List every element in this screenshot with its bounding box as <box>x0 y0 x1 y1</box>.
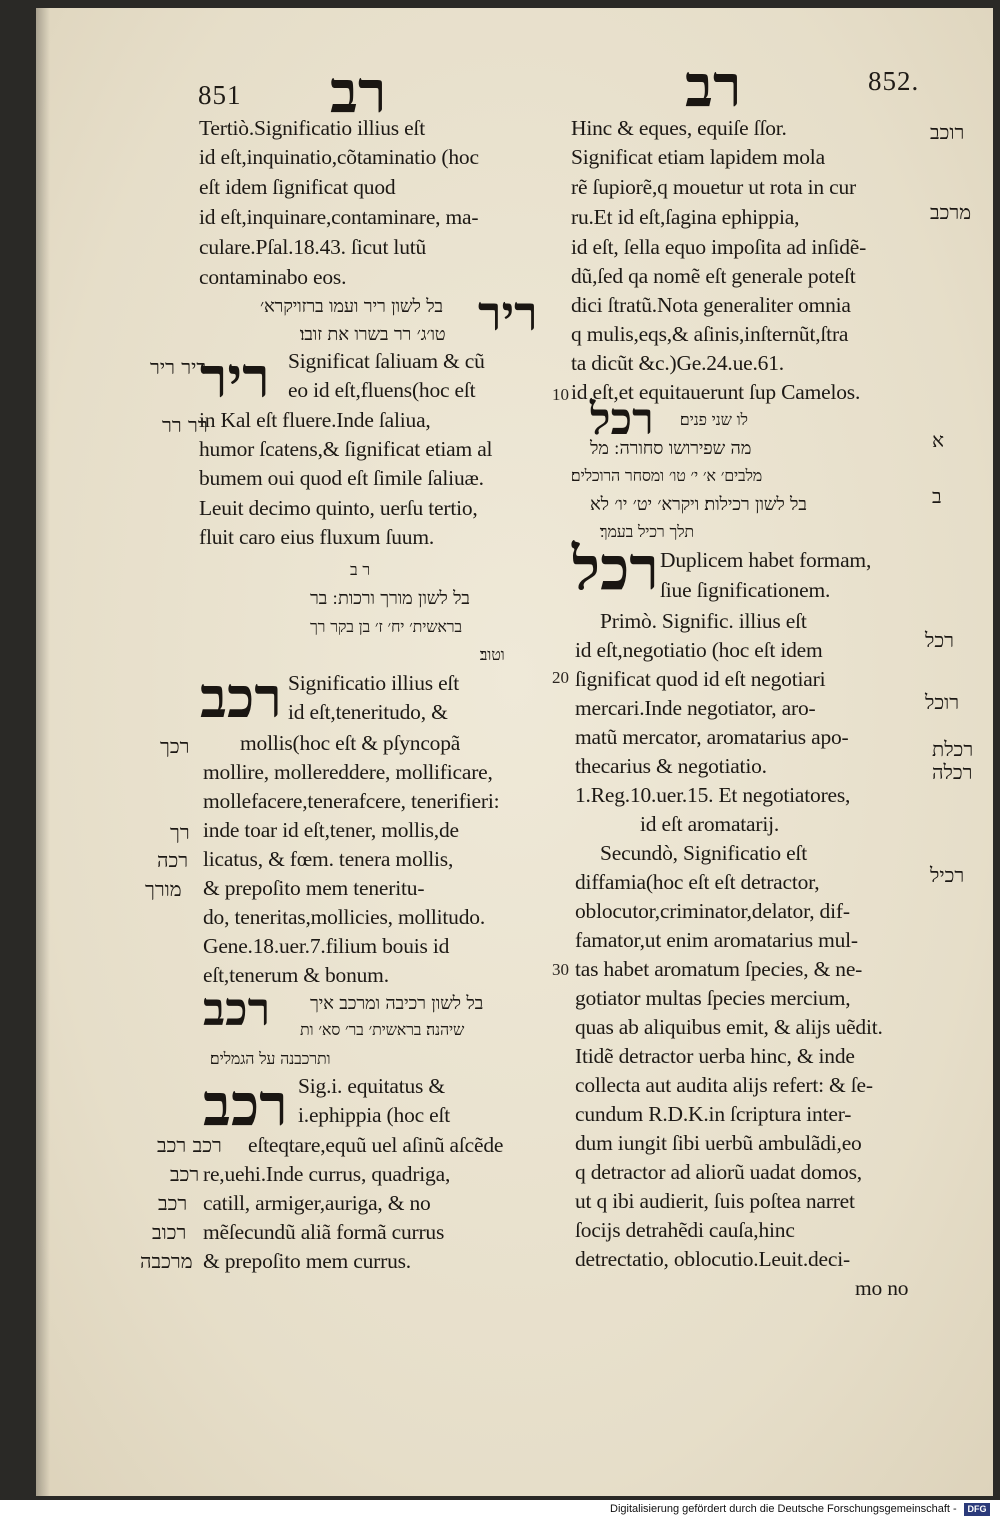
hebrew-definition-line: מה שפירושו סחורה ׃ מל <box>590 438 752 459</box>
hebrew-definition-line: בראשית׳ יח׳ ז׳ בן בקר רך <box>310 617 462 636</box>
margin-note: רך <box>170 820 190 844</box>
left-running-heading: רב <box>330 58 387 126</box>
text-line: Sig.i. equitatus & <box>298 1074 445 1098</box>
text-line: Tertiò.Significatio illius eſt <box>199 116 425 140</box>
text-line: collecta aut audita alijs refert: & ſe- <box>575 1073 873 1097</box>
text-line: id eſt,inquinatio,cõtaminatio (hoc <box>199 145 479 169</box>
text-line: mo no <box>855 1276 909 1300</box>
text-line: Significatio illius eſt <box>288 671 459 695</box>
text-line: Duplicem habet formam, <box>660 548 872 572</box>
text-line: q detractor ad aliorũ uadat domos, <box>575 1160 862 1184</box>
text-line: Significat ſaliuam & cũ <box>288 349 485 373</box>
text-line: famator,ut enim aromatarius mul- <box>575 928 858 952</box>
hebrew-definition-line: טו׳ג׳ רר בשרו את זובו׃ <box>300 324 446 345</box>
text-line: ſignificat quod id eſt negotiari <box>575 667 826 691</box>
margin-note: רכה <box>157 848 189 872</box>
text-line: ſocijs detrahẽdi cauſa,hinc <box>575 1218 795 1242</box>
text-line: eo id eſt,fluens(hoc eſt <box>288 378 476 402</box>
text-line: 1.Reg.10.uer.15. Et negotiatores, <box>575 783 851 807</box>
text-line: ru.Et id eſt,ſagina ephippia, <box>571 205 800 229</box>
text-line: eſteqtare,equũ uel aſinũ aſcẽde <box>248 1133 504 1157</box>
text-line: i.ephippia (hoc eſt <box>298 1103 451 1127</box>
text-line: dum iungit ſibi uerbũ ambulãdi,eo <box>575 1131 862 1155</box>
text-line: id eſt, ſella equo impoſita ad inſidẽ- <box>571 235 867 259</box>
text-line: mollire, mollereddere, mollificare, <box>203 760 493 784</box>
headword-rekhev-small: רכב <box>203 982 271 1036</box>
text-line: Gene.18.uer.7.filium bouis id <box>203 934 450 958</box>
text-line: quas ab aliquibus emit, & alijs uẽdit. <box>575 1015 883 1039</box>
text-line: q mulis,eqs,& aſinis,inſternũt,ſtra <box>571 322 849 346</box>
text-line: humor ſcatens,& ſignificat etiam al <box>199 437 493 461</box>
margin-note: מורך <box>145 877 182 901</box>
hebrew-definition-line: ותרכבנה על הגמלים׃ <box>210 1049 331 1068</box>
margin-note: רר רר <box>162 413 208 437</box>
text-line: ta dicũt &c.)Ge.24.ue.61. <box>571 351 784 375</box>
margin-note: רכלת <box>932 737 974 761</box>
left-page-number: 851 <box>198 80 242 110</box>
text-line: mollis(hoc eſt & pſyncopã <box>240 731 461 755</box>
headword-rakhal: רכל <box>572 534 659 604</box>
text-line: catill, armiger,auriga, & no <box>203 1191 431 1215</box>
margin-note: רכב רכב <box>157 1133 222 1157</box>
margin-note: ב <box>932 484 942 508</box>
text-line: & prepoſito mem currus. <box>203 1249 411 1273</box>
text-line: bumem oui quod eſt ſimile ſaliuæ. <box>199 466 484 490</box>
text-line: fluit caro eius fluxum ſuum. <box>199 525 435 549</box>
text-line: Hinc & eques, equiſe ſſor. <box>571 116 787 140</box>
text-line: Significat etiam lapidem mola <box>571 145 825 169</box>
text-line: id eſt,teneritudo, & <box>288 700 448 724</box>
text-line: re,uehi.Inde currus, quadriga, <box>203 1162 451 1186</box>
hebrew-definition-line: שיהנה׃ בראשית׳ בר׳ סא׳ ות <box>300 1020 465 1039</box>
text-line: gotiator multas ſpecies mercium, <box>575 986 851 1010</box>
headword-rikh: רכב <box>200 665 282 731</box>
hebrew-definition-line: מלבים׳ א׳ י׳ טו׳ ומסחר הרוכלים׃ <box>571 466 763 485</box>
text-line: id eſt,et equitauerunt ſup Camelos. <box>571 380 861 404</box>
text-line: detrectatio, oblocutio.Leuit.deci- <box>575 1247 850 1271</box>
text-line: tas habet aromatum ſpecies, & ne- <box>575 957 863 981</box>
text-line: dũ,ſed qa nomẽ eſt generale poteſt <box>571 264 856 288</box>
text-line: culare.Pſal.18.43. ſicut lutũ <box>199 235 427 259</box>
text-line: in Kal eſt fluere.Inde ſaliua, <box>199 408 431 432</box>
text-line: diffamia(hoc eſt eſt detractor, <box>575 870 820 894</box>
line-number: 20 <box>552 668 569 687</box>
hebrew-definition-line: לו שני פנים׃ <box>680 410 748 429</box>
text-line: rẽ ſupiorẽ,q mouetur ut rota in cur <box>571 175 856 199</box>
hebrew-definition-line: בל לשון ריר ועמו ברזויקרא׳ <box>260 296 443 317</box>
line-number: 10 <box>552 385 569 404</box>
margin-note: רכוב <box>152 1220 187 1244</box>
hebrew-definition-line: תלך רכיל בעמך׃ <box>600 522 694 541</box>
headword-rekhev: רכב <box>203 1071 288 1139</box>
text-line: Leuit decimo quinto, uerſu tertio, <box>199 496 478 520</box>
text-line: eſt idem ſignificat quod <box>199 175 396 199</box>
text-line: oblocutor,criminator,delator, dif- <box>575 899 850 923</box>
text-line: id eſt,negotiatio (hoc eſt idem <box>575 638 823 662</box>
margin-note: רכלה <box>932 760 973 784</box>
text-line: eſt,tenerum & bonum. <box>203 963 389 987</box>
section-heading: ר ב <box>350 560 371 579</box>
digitization-credit: Digitalisierung gefördert durch die Deutsche Forschungsgemeinschaft - <box>610 1503 957 1515</box>
margin-note: רכיל <box>930 863 965 887</box>
text-line: Primò. Signific. illius eſt <box>600 609 807 633</box>
right-running-heading: רב <box>685 52 742 120</box>
margin-note: רוכל <box>925 690 960 714</box>
margin-note: א <box>932 428 945 452</box>
text-line: mẽſecundũ aliã formã currus <box>203 1220 445 1244</box>
hebrew-definition-line: בל לשון רכיבה ומרכב איך <box>310 993 484 1014</box>
right-page-number: 852. <box>868 66 920 96</box>
text-line: Itidẽ detractor uerba hinc, & inde <box>575 1044 855 1068</box>
text-line: id eſt,inquinare,contaminare, ma- <box>199 205 479 229</box>
margin-note: רכך <box>160 734 190 758</box>
text-line: mercari.Inde negotiator, aro- <box>575 696 816 720</box>
headword-rir-large: ריר <box>200 345 270 411</box>
margin-note: רכב <box>170 1162 200 1186</box>
text-line: cundum R.D.K.in ſcriptura inter- <box>575 1102 852 1126</box>
text-line: thecarius & negotiatio. <box>575 754 767 778</box>
text-line: matũ mercator, aromatarius apo- <box>575 725 849 749</box>
text-line: Secundò, Significatio eſt <box>600 841 807 865</box>
headword-rir: ריר <box>478 286 538 342</box>
page-gutter-shadow <box>36 8 50 1496</box>
margin-note: ריר ריר <box>150 355 207 379</box>
hebrew-definition-line: בל לשון מורך ורכות ׃ בר <box>310 588 470 609</box>
dfg-logo: DFG <box>964 1503 990 1516</box>
text-line: ſiue ſignificationem. <box>660 578 831 602</box>
margin-note: מרכב <box>930 200 972 224</box>
text-line: ut q ibi audierit, ſuis poſtea narret <box>575 1189 855 1213</box>
text-line: do, teneritas,mollicies, mollitudo. <box>203 905 486 929</box>
margin-note: רוכב <box>930 120 965 144</box>
line-number: 30 <box>552 960 569 979</box>
text-line: inde toar id eſt,tener, mollis,de <box>203 818 459 842</box>
headword-rakhal-small: רכל <box>590 394 654 445</box>
margin-note: רכל <box>925 628 954 652</box>
text-line: licatus, & fœm. tenera mollis, <box>203 847 454 871</box>
text-line: & prepoſito mem teneritu- <box>203 876 425 900</box>
text-line: dici ſtratũ.Nota generaliter omnia <box>571 293 851 317</box>
text-line: id eſt aromatarij. <box>640 812 780 836</box>
text-line: mollefacere,tenerafcere, tenerifieri: <box>203 789 500 813</box>
hebrew-definition-line: בל לשון רכילות׃ ויקרא׳ יט׳ יו׳ לא <box>590 494 807 515</box>
margin-note: מרכבה <box>140 1249 193 1273</box>
text-line: contaminabo eos. <box>199 265 347 289</box>
margin-note: רכב <box>158 1191 188 1215</box>
hebrew-definition-line: וטוב׃ <box>480 645 505 664</box>
